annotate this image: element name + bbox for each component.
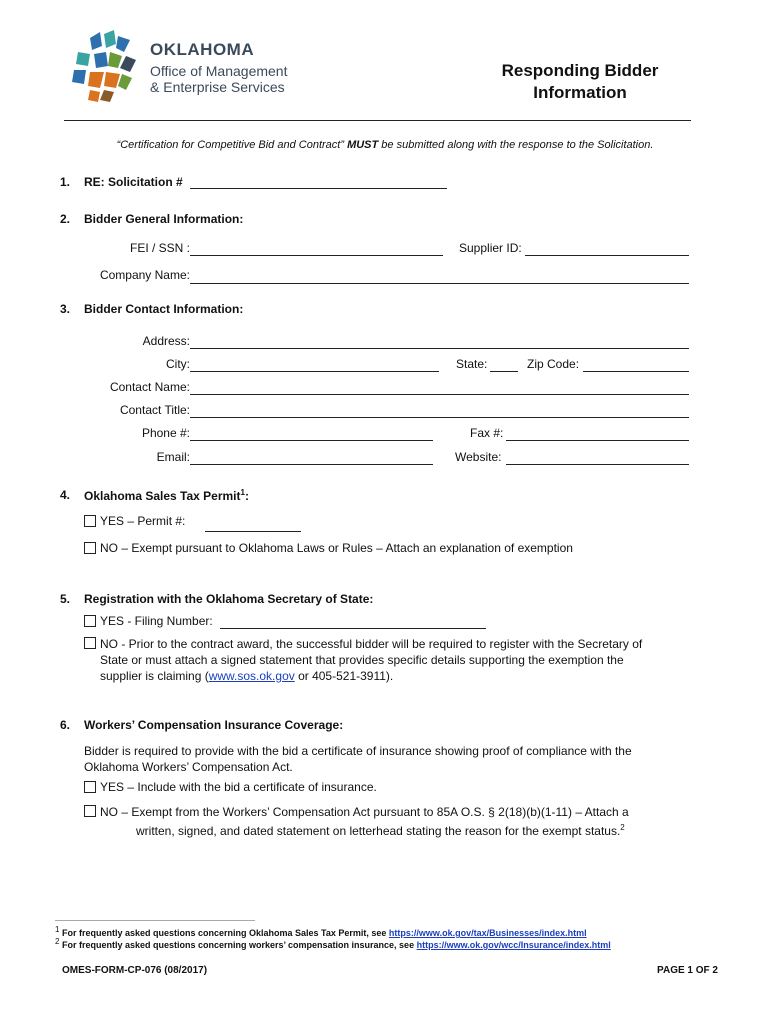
- intro-text: [0, 139, 770, 151]
- intro-rest: be submitted along with the response to the Solicitation.: [378, 139, 654, 151]
- workers-comp-yes-label: YES – Include with the bid a certificate of insurance.: [100, 780, 377, 794]
- sos-no-line3-pre: supplier is claiming (: [100, 669, 209, 683]
- sales-tax-yes-label: YES – Permit #:: [100, 514, 186, 528]
- bidder-contact-info-heading: Bidder Contact Information:: [84, 302, 244, 316]
- section-3-number: 3.: [60, 302, 71, 316]
- sos-no-line2: State or must attach a signed statement that provides specific details supporting the exemption the: [100, 653, 624, 667]
- permit-number-field[interactable]: [205, 531, 301, 532]
- contact-name-label: Contact Name:: [109, 380, 190, 394]
- phone-field[interactable]: [190, 440, 433, 441]
- supplier-id-label: Supplier ID:: [459, 241, 522, 255]
- footnote-2: [55, 937, 611, 950]
- state-label: State:: [456, 357, 488, 371]
- fax-field[interactable]: [506, 440, 689, 441]
- zip-code-field[interactable]: [583, 371, 689, 372]
- workers-comp-no-line1: NO – Exempt from the Workers’ Compensation Act pursuant to 85A O.S. § 2(18)(b)(1-11) – Attach a: [100, 805, 629, 819]
- website-field[interactable]: [506, 464, 689, 465]
- logo-office-text: Office of Management: [150, 63, 288, 79]
- address-label: Address:: [142, 334, 190, 348]
- sales-tax-permit-colon: :: [244, 489, 249, 503]
- intro-must: MUST: [347, 139, 379, 151]
- form-id: OMES-FORM-CP-076 (08/2017): [62, 965, 208, 976]
- solicitation-label: RE: Solicitation #: [84, 175, 183, 189]
- title-line2: Information: [533, 83, 627, 102]
- sos-no-text: [100, 636, 690, 684]
- page-number: PAGE 1 OF 2: [657, 965, 718, 976]
- footnote-ref-2: 2: [620, 823, 625, 832]
- email-label: Email:: [156, 450, 190, 464]
- logo: [70, 30, 320, 105]
- workers-comp-para-line1: Bidder is required to provide with the bid a certificate of insurance showing proof of compliance with the: [84, 744, 632, 758]
- sales-tax-permit-label: Oklahoma Sales Tax Permit: [84, 489, 241, 503]
- supplier-id-field[interactable]: [525, 255, 689, 256]
- fei-ssn-label: FEI / SSN :: [129, 241, 190, 255]
- footnote-1-text: For frequently asked questions concerning Oklahoma Sales Tax Permit, see: [61, 928, 389, 938]
- sales-tax-yes-checkbox[interactable]: [84, 515, 96, 527]
- contact-title-field[interactable]: [190, 417, 689, 418]
- intro-quote: “Certification for Competitive Bid and Contract”: [116, 139, 345, 151]
- bidder-general-info-heading: Bidder General Information:: [84, 212, 244, 226]
- workers-comp-paragraph: [84, 743, 694, 775]
- city-field[interactable]: [190, 371, 439, 372]
- footnote-ref-1: 1: [240, 488, 245, 497]
- solicitation-field[interactable]: [190, 188, 447, 189]
- footnote-rule: [55, 920, 255, 921]
- footnote-2-number: 2: [55, 937, 60, 946]
- footnote-1-number: 1: [55, 925, 60, 934]
- footnote-2-link[interactable]: https://www.ok.gov/wcc/Insurance/index.html: [416, 940, 611, 950]
- sales-tax-no-checkbox[interactable]: [84, 542, 96, 554]
- section-5-number: 5.: [60, 592, 71, 606]
- footnote-2-text: For frequently asked questions concerning workers’ compensation insurance, see: [61, 940, 417, 950]
- website-label: Website:: [455, 450, 502, 464]
- contact-title-label: Contact Title:: [119, 403, 190, 417]
- fax-label: Fax #:: [470, 426, 504, 440]
- footnote-1-link[interactable]: https://www.ok.gov/tax/Businesses/index.html: [388, 928, 587, 938]
- sos-no-line1: NO - Prior to the contract award, the successful bidder will be required to register with the Secretary of: [100, 637, 643, 651]
- city-label: City:: [166, 357, 190, 371]
- sos-yes-checkbox[interactable]: [84, 615, 96, 627]
- workers-comp-no-line2: [100, 820, 700, 839]
- workers-comp-para-line2: Oklahoma Workers’ Compensation Act.: [84, 760, 293, 774]
- email-field[interactable]: [190, 464, 433, 465]
- workers-comp-heading: Workers’ Compensation Insurance Coverage:: [84, 718, 344, 732]
- contact-name-field[interactable]: [190, 394, 689, 395]
- sos-registration-heading: Registration with the Oklahoma Secretary of State:: [84, 592, 374, 606]
- header-rule: [64, 120, 691, 121]
- workers-comp-no-line2-text: written, signed, and dated statement on letterhead stating the reason for the exempt status.: [136, 824, 621, 838]
- sales-tax-no-label: NO – Exempt pursuant to Oklahoma Laws or Rules – Attach an explanation of exemption: [100, 541, 573, 555]
- section-2-number: 2.: [60, 212, 71, 226]
- sos-website-link[interactable]: www.sos.ok.gov: [208, 669, 295, 683]
- logo-enterprise-text: & Enterprise Services: [150, 79, 285, 95]
- section-1-number: 1.: [60, 175, 71, 189]
- page-title: [470, 60, 690, 104]
- workers-comp-no-checkbox[interactable]: [84, 805, 96, 817]
- oklahoma-star-logo-icon: [70, 30, 145, 105]
- state-field[interactable]: [490, 371, 518, 372]
- sos-no-checkbox[interactable]: [84, 637, 96, 649]
- sos-no-line3: [100, 668, 690, 684]
- sos-no-line3-post: or 405-521-3911).: [294, 669, 394, 683]
- address-field[interactable]: [190, 348, 689, 349]
- logo-oklahoma-text: OKLAHOMA: [150, 40, 255, 59]
- company-name-field[interactable]: [190, 283, 689, 284]
- title-line1: Responding Bidder: [501, 61, 659, 80]
- section-4-number: 4.: [60, 488, 71, 502]
- section-6-number: 6.: [60, 718, 71, 732]
- workers-comp-yes-checkbox[interactable]: [84, 781, 96, 793]
- phone-label: Phone #:: [141, 426, 190, 440]
- fei-ssn-field[interactable]: [190, 255, 443, 256]
- workers-comp-no-text: [100, 804, 700, 839]
- filing-number-field[interactable]: [220, 628, 486, 629]
- company-name-label: Company Name:: [99, 268, 190, 282]
- zip-code-label: Zip Code:: [527, 357, 580, 371]
- sales-tax-permit-heading: [84, 488, 249, 503]
- sos-yes-label: YES - Filing Number:: [100, 614, 213, 628]
